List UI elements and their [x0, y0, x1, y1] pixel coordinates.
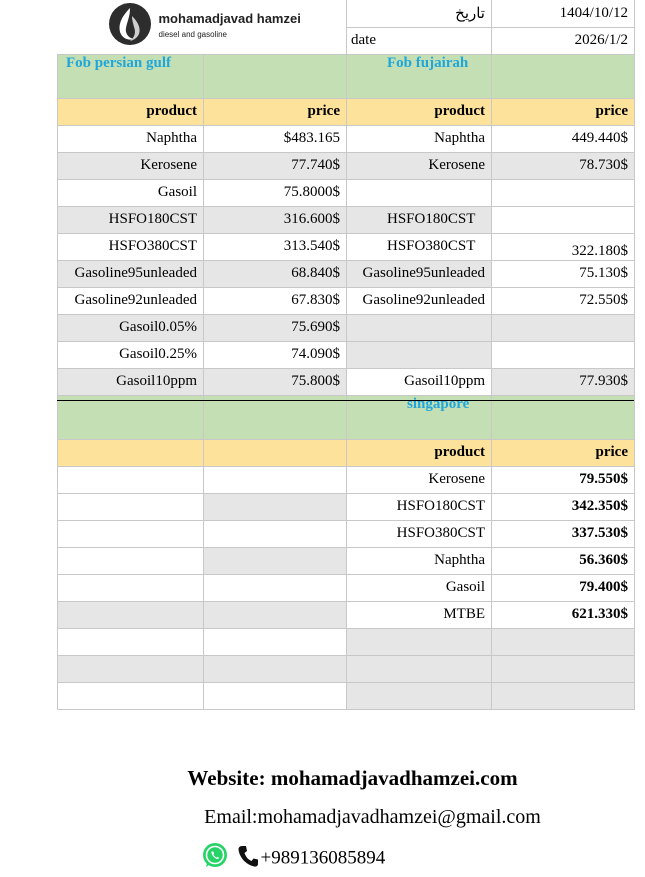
- table-row: Naphtha 56.360$: [58, 547, 635, 574]
- brand-block: [58, 0, 347, 54]
- table-row: Gasoil0.05% 75.690$: [58, 314, 635, 341]
- region-persian-gulf: Fob persian gulf: [58, 54, 204, 98]
- date-fa-label: تاریخ: [347, 0, 492, 27]
- brand-tagline: diesel and gasoline: [158, 30, 227, 39]
- footer-email: Email:mohamadjavadhamzei@gmail.com: [204, 806, 541, 828]
- table-row: Kerosene 77.740$ Kerosene 78.730$: [58, 152, 635, 179]
- table-row: Gasoil10ppm 75.800$ Gasoil10ppm 77.930$: [58, 368, 635, 395]
- date-fa-value: 1404/10/12: [492, 0, 635, 27]
- region-singapore: singapore: [347, 395, 492, 439]
- footer-website: Website: mohamadjavadhamzei.com: [187, 766, 518, 790]
- table-row: Gasoil0.25% 74.090$: [58, 341, 635, 368]
- date-en-label: date: [347, 27, 492, 54]
- col-header-product: product: [58, 98, 204, 125]
- table-row: Naphtha $483.165 Naphtha 449.440$: [58, 125, 635, 152]
- price-table: [57, 0, 635, 710]
- table-row: HSFO380CST 337.530$: [58, 520, 635, 547]
- footer-phone: +989136085894: [260, 847, 386, 869]
- brand-name: mohamadjavad hamzei: [158, 11, 301, 26]
- table-row: Gasoil 75.8000$: [58, 179, 635, 206]
- date-en-value: 2026/1/2: [492, 27, 635, 54]
- table-row: HSFO380CST 313.540$ HSFO380CST 322.180$: [58, 233, 635, 260]
- table-row: HSFO180CST 342.350$: [58, 493, 635, 520]
- footer-phone-row: [0, 841, 615, 877]
- region-fujairah: Fob fujairah: [347, 54, 492, 98]
- table-row: Kerosene 79.550$: [58, 466, 635, 493]
- table-row: Gasoline92unleaded 67.830$ Gasoline92unleaded 72.550$: [58, 287, 635, 314]
- table-row: MTBE 621.330$: [58, 601, 635, 628]
- section-divider: [57, 400, 634, 401]
- col-header-price: price: [492, 439, 635, 466]
- brand-logo-icon: [108, 2, 152, 46]
- col-header-price: price: [492, 98, 635, 125]
- col-header-product: product: [347, 439, 492, 466]
- whatsapp-icon: [200, 841, 230, 877]
- col-header-product: product: [347, 98, 492, 125]
- table-row: [58, 655, 635, 682]
- col-header-price: price: [204, 98, 347, 125]
- phone-icon: [237, 844, 259, 874]
- table-row: HSFO180CST 316.600$ HSFO180CST: [58, 206, 635, 233]
- table-row: Gasoline95unleaded 68.840$ Gasoline95unleaded 75.130$: [58, 260, 635, 287]
- table-row: Gasoil 79.400$: [58, 574, 635, 601]
- table-row: [58, 628, 635, 655]
- table-row: [58, 682, 635, 709]
- price-sheet: [57, 0, 634, 710]
